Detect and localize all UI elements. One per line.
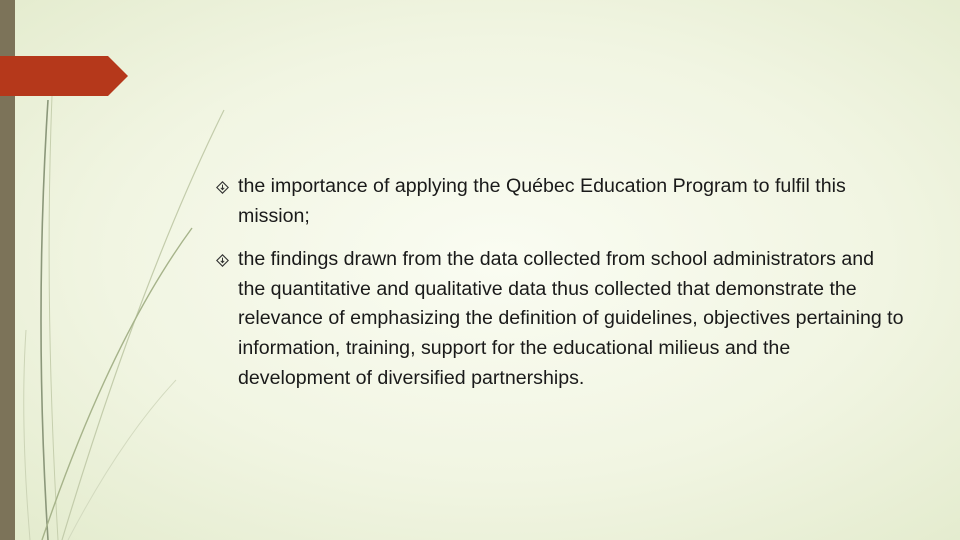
bullet-text: the importance of applying the Québec Education Program to fulfil this mission; — [238, 175, 846, 227]
accent-tab — [0, 56, 128, 96]
bullet-list — [216, 172, 906, 407]
bullet-item-findings — [216, 245, 906, 393]
bullet-text: the findings drawn from the data collected from school administrators and the quantitative and qualitative data thus collected that demonstrate the relevance of emphasizing the definition of guidelines, objectives pertaining to information, training, support for the educational milieus and the development of diversified partnerships. — [238, 248, 904, 389]
diamond-icon — [216, 254, 229, 267]
bullet-item-importance — [216, 172, 906, 231]
diamond-icon — [216, 181, 229, 194]
